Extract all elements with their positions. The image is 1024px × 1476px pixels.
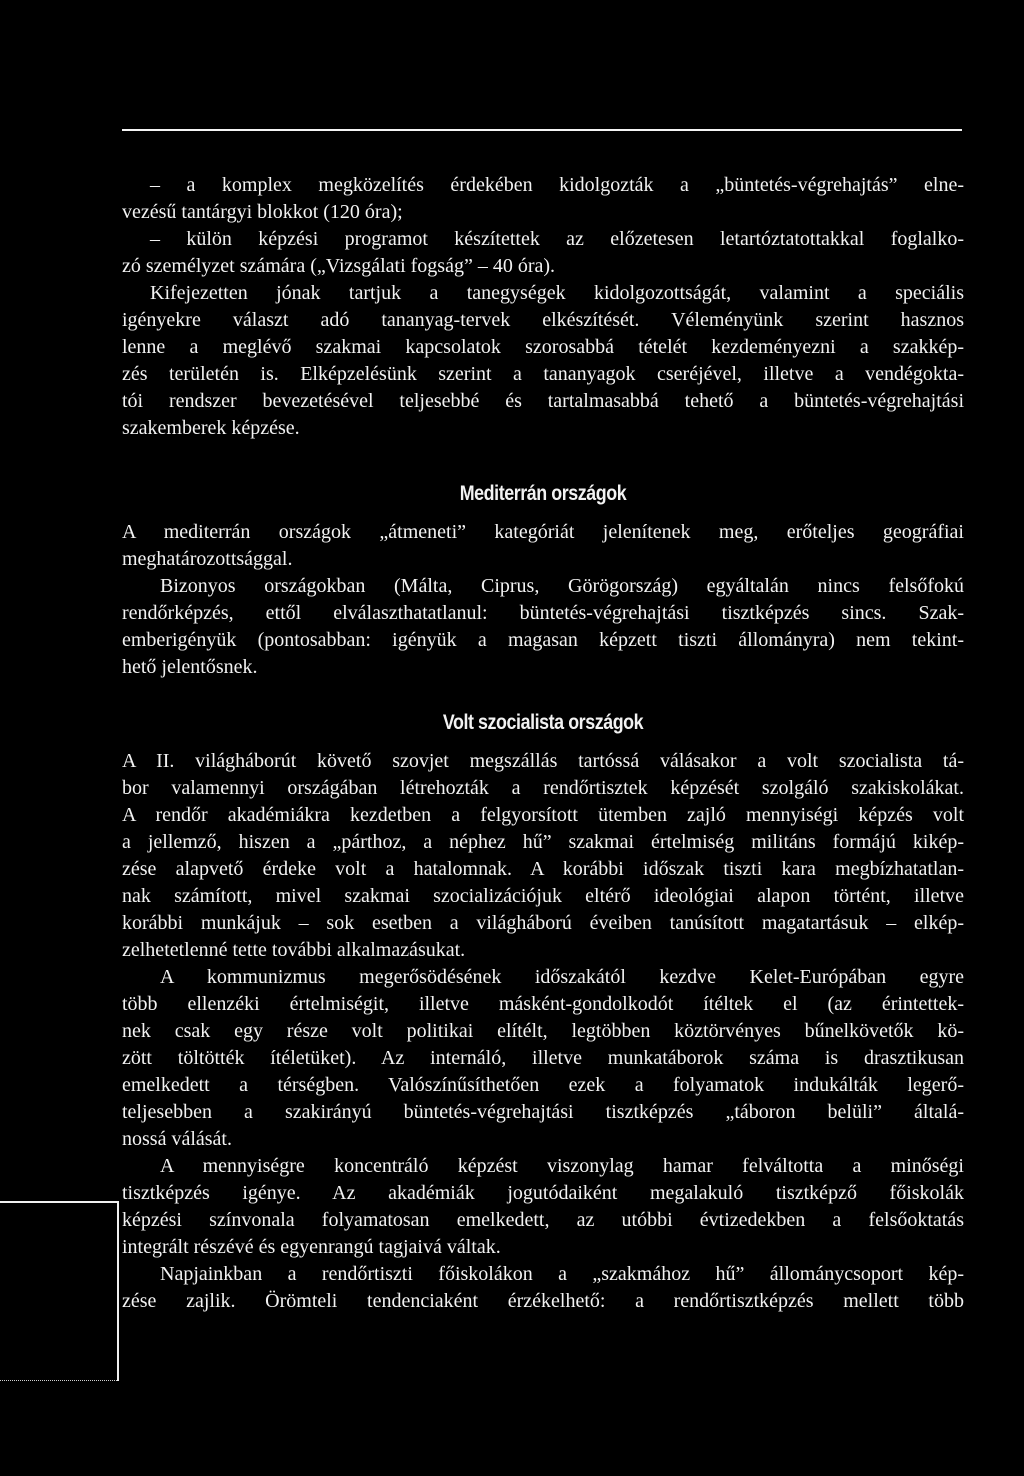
- text-line: igényekre választ adó tananyag-tervek elkészítését. Véleményünk szerint hasznos: [122, 309, 964, 331]
- text-line: zés területén is. Elképzelésünk szerint a tananyagok cseréjével, illetve a vendégokta-: [122, 363, 964, 385]
- text-line: a jellemző, hiszen a „párthoz, a néphez hű” szakmai értelmiség militáns formájú kikép-: [122, 831, 964, 853]
- text-line: – külön képzési programot készítettek az előzetesen letartóztatottakkal foglalko-: [150, 228, 964, 250]
- text-line: nak számított, mivel szakmai szocializációjuk eltérő ideológiai alapon történt, illetve: [122, 885, 964, 907]
- margin-frame: [0, 1201, 119, 1381]
- text-line: teljesebben a szakirányú büntetés-végrehajtási tisztképzés „táboron belüli” általá-: [122, 1101, 964, 1123]
- section-heading-mediterranean: Mediterrán országok: [459, 482, 627, 505]
- text-line: – a komplex megközelítés érdekében kidolgozták a „büntetés-végrehajtás” elne-: [150, 174, 964, 196]
- text-line: Bizonyos országokban (Málta, Ciprus, Görögország) egyáltalán nincs felsőfokú: [160, 575, 964, 597]
- text-line: Napjainkban a rendőrtiszti főiskolákon a „szakmához hű” állománycsoport kép-: [160, 1263, 964, 1285]
- text-line: rendőrképzés, ettől elválaszthatatlanul: büntetés-végrehajtási tisztképzés sincs. Szak-: [122, 602, 964, 624]
- text-line: tisztképzés igénye. Az akadémiák jogutódaiként megalakuló tisztképző főiskolák: [122, 1182, 964, 1204]
- text-line: zése zajlik. Örömteli tendenciaként érzékelhető: a rendőrtisztképzés mellett több: [122, 1290, 964, 1312]
- text-line: hető jelentősnek.: [122, 656, 258, 678]
- text-line: korábbi munkájuk – sok esetben a világháború éveiben tanúsított magatartásuk – elkép-: [122, 912, 964, 934]
- section-heading-former-socialist: Volt szocialista országok: [442, 711, 644, 734]
- text-line: meghatározottsággal.: [122, 548, 293, 570]
- text-line: nek csak egy része volt politikai elítélt, legtöbben köztörvényes bűnelkövetők kö-: [122, 1020, 964, 1042]
- paragraph-block-2: [122, 519, 964, 681]
- text-line: A mennyiségre koncentráló képzést viszonylag hamar felváltotta a minőségi: [160, 1155, 964, 1177]
- text-line: emelkedett a térségben. Valószínűsíthetően ezek a folyamatok indukálták legerő-: [122, 1074, 964, 1096]
- text-line: vezésű tantárgyi blokkot (120 óra);: [122, 201, 403, 223]
- text-line: zó személyzet számára („Vizsgálati fogság” – 40 óra).: [122, 255, 556, 277]
- margin-frame-top-rule: [0, 1201, 117, 1203]
- text-line: zött töltötték ítéletüket). Az internáló, illetve munkatáborok száma is drasztikusan: [122, 1047, 964, 1069]
- text-line: képzési színvonala folyamatosan emelkedett, az utóbbi évtizedekben a felsőoktatás: [122, 1209, 964, 1231]
- top-rule: [122, 129, 962, 131]
- text-line: A kommunizmus megerősödésének időszakától kezdve Kelet-Európában egyre: [160, 966, 964, 988]
- text-line: zelhetetlenné tette további alkalmazásukat.: [122, 939, 466, 961]
- text-line: A mediterrán országok „átmeneti” kategóriát jelenítenek meg, erőteljes geográfiai: [122, 521, 964, 543]
- text-line: bor valamennyi országában létrehozták a rendőrtisztek képzését szolgáló szakiskolákat.: [122, 777, 964, 799]
- text-line: emberigényük (pontosabban: igényük a magasan képzett tiszti állományra) nem tekint-: [122, 629, 964, 651]
- text-line: tói rendszer bevezetésével teljesebbé és tartalmasabbá tehető a büntetés-végrehajtási: [122, 390, 964, 412]
- text-line: zése alapvető érdeke volt a hatalomnak. A korábbi időszak tiszti kara megbízhatatlan-: [122, 858, 964, 880]
- paragraph-block-1: [122, 172, 964, 442]
- text-line: A II. világháborút követő szovjet megszállás tartóssá válásakor a volt szocialista tá-: [122, 750, 964, 772]
- text-line: A rendőr akadémiákra kezdetben a felgyorsított ütemben zajló mennyiségi képzés volt: [122, 804, 964, 826]
- text-line: több ellenzéki értelmiségit, illetve másként-gondolkodót ítéltek el (az érintettek-: [122, 993, 964, 1015]
- text-line: nossá válását.: [122, 1128, 232, 1150]
- paragraph-block-3: [122, 748, 964, 1315]
- text-line: lenne a meglévő szakmai kapcsolatok szorosabbá tételét kezdeményezni a szakkép-: [122, 336, 964, 358]
- text-line: Kifejezetten jónak tartjuk a tanegységek kidolgozottságát, valamint a speciális: [150, 282, 964, 304]
- text-line: szakemberek képzése.: [122, 417, 300, 439]
- text-line: integrált részévé és egyenrangú tagjaivá váltak.: [122, 1236, 501, 1258]
- margin-frame-bottom-rule: [0, 1380, 117, 1381]
